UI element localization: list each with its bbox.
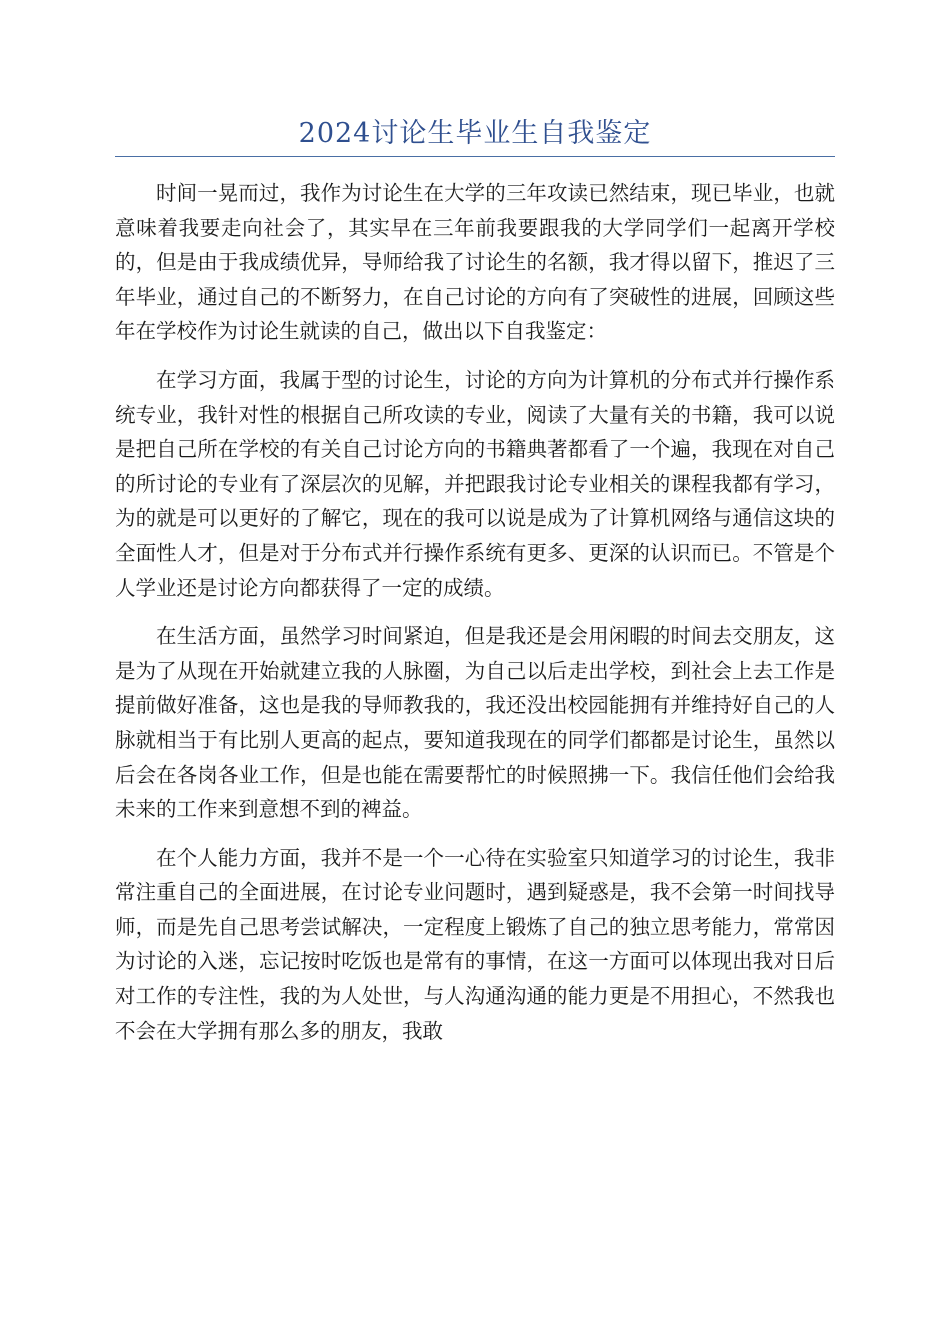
- paragraph-life: 在生活方面，虽然学习时间紧迫，但是我还是会用闲暇的时间去交朋友，这是为了从现在开始就建立我的人脉圈，为自己以后走出学校，到社会上去工作是提前做好准备，这也是我的导师教我的，我还没出校园能拥有并维持好自己的人脉就相当于有比别人更高的起点，要知道我现在的同学们都都是讨论生，虽然以后会在各岗各业工作，但是也能在需要帮忙的时候照拂一下。我信任他们会给我未来的工作来到意想不到的裨益。: [115, 624, 835, 822]
- title-block: [115, 112, 835, 157]
- document-title: 2024讨论生毕业生自我鉴定: [298, 118, 652, 149]
- paragraph-ability: 在个人能力方面，我并不是一个一心待在实验室只知道学习的讨论生，我非常注重自己的全面进展，在讨论专业问题时，遇到疑惑是，我不会第一时间找导师，而是先自己思考尝试解决，一定程度上锻炼了自己的独立思考能力，常常因为讨论的入迷，忘记按时吃饭也是常有的事情，在这一方面可以体现出我对日后对工作的专注性，我的为人处世，与人沟通沟通的能力更是不用担心，不然我也不会在大学拥有那么多的朋友，我敢: [115, 845, 835, 1043]
- paragraph-study: 在学习方面，我属于型的讨论生，讨论的方向为计算机的分布式并行操作系统专业，我针对性的根据自己所攻读的专业，阅读了大量有关的书籍，我可以说是把自己所在学校的有关自己讨论方向的书籍典著都看了一个遍，我现在对自己的所讨论的专业有了深层次的见解，并把跟我讨论专业相关的课程我都有学习，为的就是可以更好的了解它，现在的我可以说是成为了计算机网络与通信这块的全面性人才，但是对于分布式并行操作系统有更多、更深的认识而已。不管是个人学业还是讨论方向都获得了一定的成绩。: [115, 367, 835, 600]
- document-body: [115, 176, 835, 1062]
- paragraph-intro: 时间一晃而过，我作为讨论生在大学的三年攻读已然结束，现已毕业，也就意味着我要走向社会了，其实早在三年前我要跟我的大学同学们一起离开学校的，但是由于我成绩优异，导师给我了讨论生的名额，我才得以留下，推迟了三年毕业，通过自己的不断努力，在自己讨论的方向有了突破性的进展，回顾这些年在学校作为讨论生就读的自己，做出以下自我鉴定：: [115, 181, 835, 344]
